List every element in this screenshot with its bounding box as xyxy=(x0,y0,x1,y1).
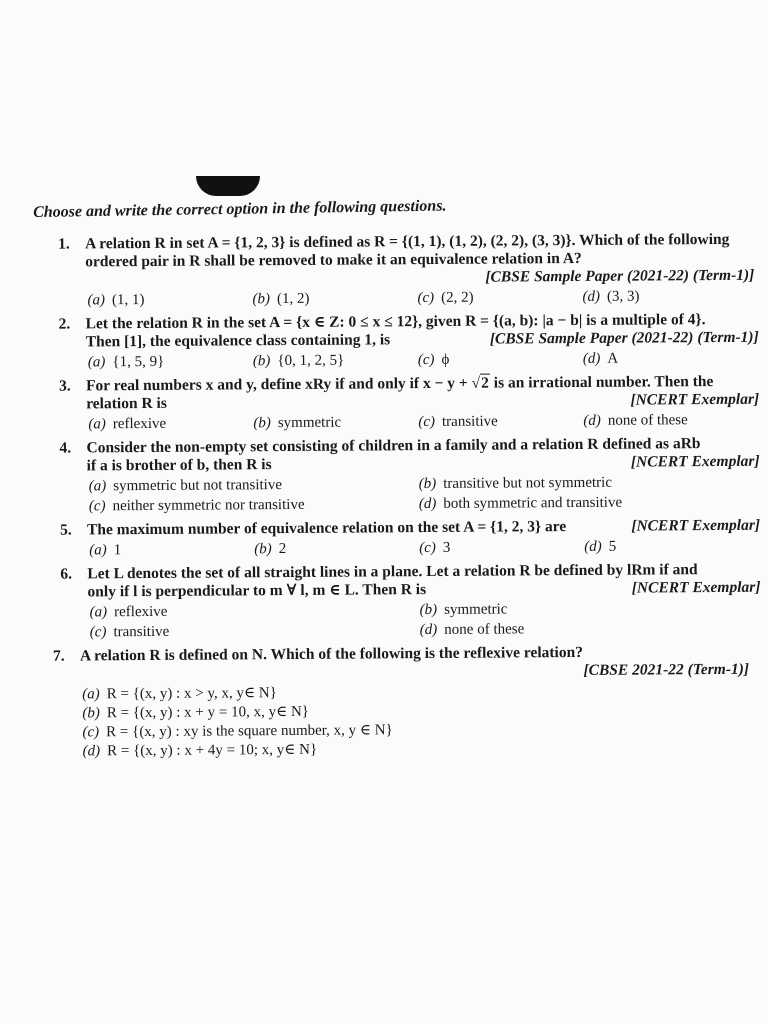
options xyxy=(90,599,761,642)
option-text: symmetric but not transitive xyxy=(113,477,283,495)
option-text: {1, 5, 9} xyxy=(112,353,165,371)
option-a xyxy=(88,414,253,433)
option-b xyxy=(419,473,749,493)
option-c xyxy=(89,495,419,515)
question-source: [NCERT Exemplar] xyxy=(630,452,760,471)
option-d xyxy=(582,287,747,306)
option-letter: (c) xyxy=(418,413,436,431)
question-text-line-2: relation R is [NCERT Exemplar] xyxy=(86,390,760,413)
option-text: R = {(x, y) : xy is the square number, x, y ∈ N} xyxy=(106,722,393,741)
question-number: 2. xyxy=(58,315,71,333)
option-letter: (b) xyxy=(418,475,437,493)
option-b xyxy=(252,289,417,308)
option-letter: (c) xyxy=(82,724,100,741)
question-6 xyxy=(60,561,761,642)
option-letter: (a) xyxy=(82,686,100,703)
option-text: reflexive xyxy=(114,603,168,621)
option-text: {0, 1, 2, 5} xyxy=(277,352,345,370)
option-text: none of these xyxy=(444,621,525,638)
question-source: [CBSE Sample Paper (2021-22) (Term-1)] xyxy=(489,328,759,348)
option-letter: (b) xyxy=(254,541,272,558)
question-source: [NCERT Exemplar] xyxy=(631,578,761,597)
question-source: [NCERT Exemplar] xyxy=(631,516,761,535)
question-text-line-2: if a is brother of b, then R is [NCERT Exemplar] xyxy=(86,452,760,475)
option-text: R = {(x, y) : x + 4y = 10; x, y∈ N} xyxy=(107,741,318,760)
option-letter: (a) xyxy=(87,292,106,309)
option-letter: (b) xyxy=(252,291,271,308)
option-letter: (d) xyxy=(82,743,101,760)
question-text-line-1: For real numbers x and y, define xRy if and only if x − y + √2 is an irrational number. Then the xyxy=(85,373,714,395)
option-letter: (b) xyxy=(252,353,271,370)
option-text: 1 xyxy=(113,542,122,559)
option-a xyxy=(89,540,254,559)
option-letter: (a) xyxy=(89,604,108,621)
option-b xyxy=(254,539,419,558)
question-list xyxy=(0,231,768,762)
question-text-line-2: only if l is perpendicular to m ∀ l, m ∈ L. Then R is [NCERT Exemplar] xyxy=(87,578,761,601)
option-a xyxy=(90,601,420,621)
option-c xyxy=(418,350,583,369)
option-text: transitive but not symmetric xyxy=(443,474,613,492)
sqrt-symbol: √2 xyxy=(471,374,489,392)
option-letter: (b) xyxy=(419,601,438,619)
option-text: (2, 2) xyxy=(441,289,474,306)
option-letter: (c) xyxy=(419,539,436,557)
option-letter: (c) xyxy=(417,351,435,369)
option-text: symmetric xyxy=(277,414,342,432)
option-text: A xyxy=(607,350,619,367)
question-4 xyxy=(59,435,760,516)
option-a xyxy=(89,475,419,495)
option-letter: (c) xyxy=(89,624,107,641)
option-text: ϕ xyxy=(441,351,450,368)
option-c xyxy=(418,412,583,431)
option-text: 5 xyxy=(608,538,617,555)
question-7 xyxy=(53,643,754,762)
option-b xyxy=(420,599,750,619)
question-number: 5. xyxy=(59,521,72,539)
option-text: R = {(x, y) : x + y = 10, x, y∈ N} xyxy=(106,703,310,722)
option-text: neither symmetric nor transitive xyxy=(112,496,305,515)
question-5 xyxy=(60,517,760,560)
option-c xyxy=(417,288,582,307)
option-text: transitive xyxy=(113,623,170,641)
option-text: symmetric xyxy=(444,601,508,618)
option-text: transitive xyxy=(441,413,498,430)
option-text: (1, 1) xyxy=(111,291,145,309)
question-2 xyxy=(59,311,759,372)
option-text: none of these xyxy=(607,412,688,429)
option-b xyxy=(253,351,418,370)
option-d xyxy=(583,349,748,368)
option-c xyxy=(90,621,420,641)
question-number: 1. xyxy=(57,235,70,253)
question-text: The maximum number of equivalence relation on the set A = {1, 2, 3} are [NCERT Exemplar] xyxy=(86,516,761,539)
decorative-tab-shape xyxy=(196,176,260,196)
option-letter: (d) xyxy=(418,495,437,513)
question-number: 6. xyxy=(60,565,73,583)
option-text: reflexive xyxy=(112,415,167,433)
option-letter: (a) xyxy=(87,354,106,371)
question-text-line-1: Consider the non-empty set consisting of children in a family and a relation R defined as aRb xyxy=(86,435,701,457)
option-b xyxy=(253,413,418,432)
option-letter: (c) xyxy=(88,498,106,515)
question-number: 7. xyxy=(52,647,65,665)
option-text: both symmetric and transitive xyxy=(443,494,623,512)
question-3 xyxy=(59,373,759,434)
option-text: R = {(x, y) : x > y, x, y∈ N} xyxy=(106,685,277,703)
options xyxy=(82,681,754,762)
option-c xyxy=(419,538,584,557)
option-a xyxy=(88,352,253,371)
question-1 xyxy=(58,231,758,310)
option-letter: (c) xyxy=(417,289,435,307)
option-letter: (a) xyxy=(88,478,107,495)
option-letter: (d) xyxy=(582,288,600,305)
question-source: [CBSE Sample Paper (2021-22) (Term-1)] xyxy=(485,266,755,286)
question-text: A relation R in set A = {1, 2, 3} is defined as R = {(1, 1), (1, 2), (2, 2), (3, 3)}. Which of the following ordered pair in R shall be removed to make it an equivalence relation in A? xyxy=(84,230,730,271)
option-letter: (d) xyxy=(419,621,438,639)
option-letter: (a) xyxy=(88,416,106,433)
question-text-line-2: Then [1], the equivalence class containing 1, is [CBSE Sample Paper (2021-22) (Term-1)] xyxy=(85,328,759,351)
question-number: 3. xyxy=(58,377,71,395)
option-d xyxy=(83,738,754,762)
option-text: 2 xyxy=(278,541,287,558)
question-text: A relation R is defined on N. Which of the following is the reflexive relation? xyxy=(79,643,584,665)
question-text-line-1: Let L denotes the set of all straight lines in a plane. Let a relation R be defined by lRm if and xyxy=(87,561,698,583)
option-letter: (a) xyxy=(89,542,107,559)
option-text: (1, 2) xyxy=(276,290,310,308)
question-source: [NCERT Exemplar] xyxy=(630,390,760,409)
options xyxy=(89,473,760,516)
option-d xyxy=(583,411,748,430)
option-letter: (d) xyxy=(583,412,601,429)
option-letter: (b) xyxy=(253,415,271,432)
option-a xyxy=(87,290,252,309)
option-text: 3 xyxy=(442,539,451,556)
option-letter: (b) xyxy=(82,705,100,722)
option-d xyxy=(420,619,750,639)
question-source: [CBSE 2021-22 (Term-1)] xyxy=(583,660,750,679)
option-d xyxy=(584,537,749,556)
option-letter: (d) xyxy=(582,350,601,367)
question-text-line-1: Let the relation R in the set A = {x ∈ Z: 0 ≤ x ≤ 12}, given R = {(a, b): |a − b| is a multiple of 4}. xyxy=(85,311,706,333)
section-heading: Choose and write the correct option in the following questions. xyxy=(33,197,447,221)
option-text: (3, 3) xyxy=(606,288,640,305)
question-number: 4. xyxy=(59,439,72,457)
option-letter: (d) xyxy=(584,538,602,555)
option-d xyxy=(419,493,749,513)
